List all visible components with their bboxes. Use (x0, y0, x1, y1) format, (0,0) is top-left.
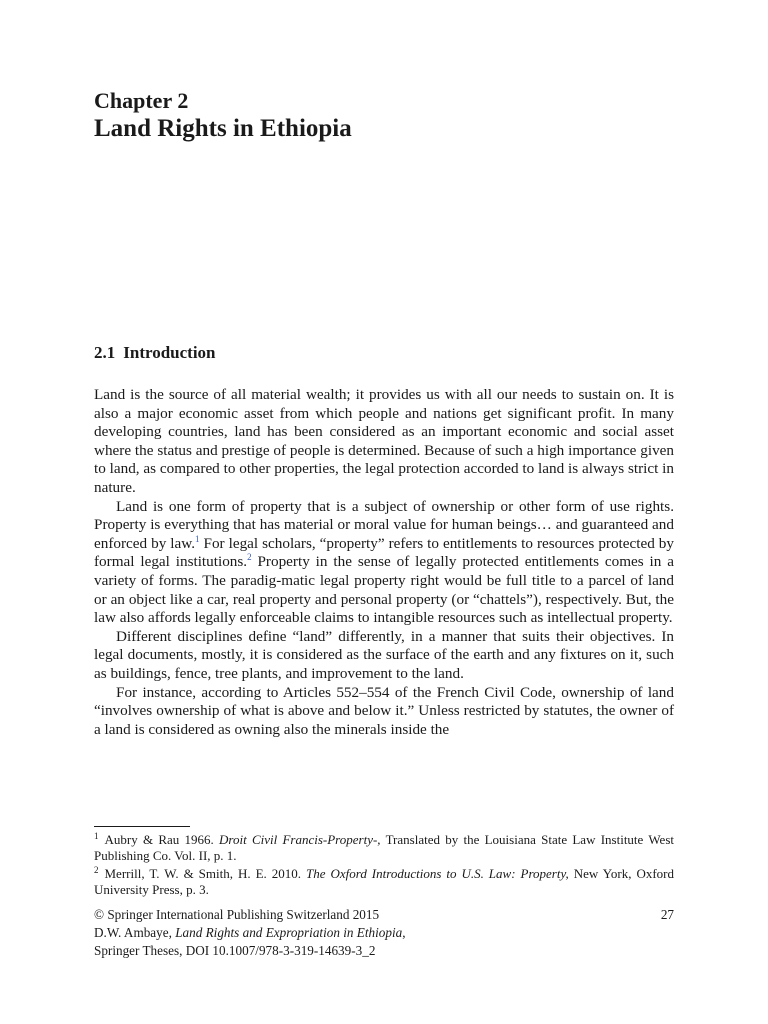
footnote-2-title: The Oxford Introductions to U.S. Law: Property, (306, 866, 569, 881)
author-line (94, 924, 674, 942)
publication-footer (94, 906, 674, 960)
footnote-divider (94, 826, 190, 827)
paragraph-4: For instance, according to Articles 552–554 of the French Civil Code, ownership of land “involves ownership of what is above and below it.” Unless restricted by statutes, the owner of a land is considered as owning also the minerals inside the (94, 683, 674, 738)
page-number: 27 (660, 907, 674, 922)
series-doi-line: Springer Theses, DOI 10.1007/978-3-319-14639-3_2 (94, 943, 376, 958)
paragraph-2-part-c: Property in the sense of legally protected entitlements comes in a variety of forms. The paradig-matic legal property right would be full title to a parcel of land or an object like a car, real property and personal property (or “chattels”), respectively. But, the law also affords legally enforceable claims to intangible resources such as intellectual property. (94, 553, 674, 627)
section-number: 2.1 (94, 343, 116, 362)
footnote-1-text-pre: Aubry & Rau 1966. (104, 832, 220, 847)
paragraph-1: Land is the source of all material wealth; it provides us with all our needs to sustain on. It is also a major economic asset from which people and nations get significant profit. In many developing countries, land has been considered as an important economic and social asset where the status and prestige of people is determined. Because of such a high importance given to land, as compared to other properties, the legal protection accorded to land is always strict in nature. (94, 386, 674, 496)
footnote-1-text-post: Translated by the Louisiana State Law Institute West Publishing Co. Vol. II, p. 1. (94, 832, 674, 863)
paragraph-2-part-a: Land is one form of property that is a subject of ownership or other form of use rights. Property is everything that has material or moral value for human beings… and guaranteed and enforced by law. (94, 497, 674, 552)
chapter-title: Land Rights in Ethiopia (94, 115, 352, 142)
copyright-line: © Springer International Publishing Switzerland 2015 (94, 907, 380, 922)
paragraph-3: Different disciplines define “land” differently, in a manner that suits their objectives. In legal documents, mostly, it is considered as the surface of the earth and any fixtures on it, such as buildings, fence, tree plants, and improvement to the land. (94, 627, 674, 682)
footnote-ref-1[interactable]: 1 (195, 533, 200, 544)
footnote-2-mark: 2 (94, 864, 99, 875)
book-title: Land Rights and Expropriation in Ethiopia (175, 925, 403, 940)
section-heading (94, 342, 216, 364)
author-line-comma: , (402, 925, 406, 940)
section-title: Introduction (123, 343, 216, 362)
chapter-label: Chapter 2 (94, 88, 189, 113)
document-page (94, 0, 674, 1024)
author-name: D.W. Ambaye, (94, 925, 176, 940)
footnote-1-title: Droit Civil Francis-Property-, (219, 832, 381, 847)
paragraph-2-part-b: For legal scholars, “property” refers to entitlements to resources protected by formal legal institutions. (94, 534, 674, 571)
footnote-ref-2[interactable]: 2 (247, 552, 252, 563)
footnote-1 (94, 832, 674, 864)
footnote-1-mark: 1 (94, 830, 99, 841)
footnote-2 (94, 866, 674, 898)
footnote-2-text-pre: Merrill, T. W. & Smith, H. E. 2010. (104, 866, 306, 881)
footnote-2-text-post: New York, Oxford University Press, p. 3. (94, 866, 674, 897)
paragraph-2 (94, 498, 674, 628)
footnotes (94, 832, 674, 900)
body-text (94, 386, 674, 739)
